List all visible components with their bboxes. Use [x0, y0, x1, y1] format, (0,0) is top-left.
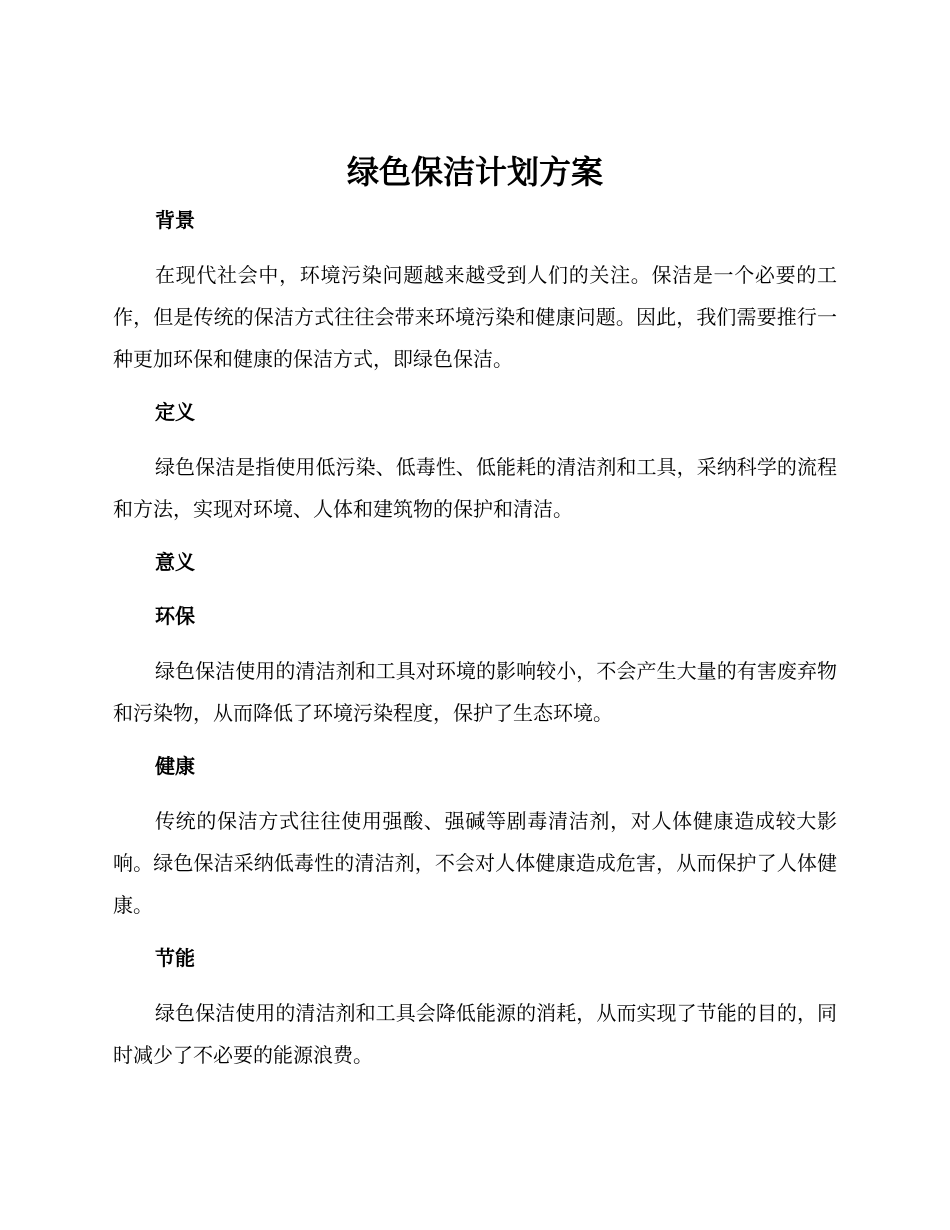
section-significance: [113, 542, 837, 582]
section-paragraph-health: 传统的保洁方式往往使用强酸、强碱等剧毒清洁剂，对人体健康造成较大影响。绿色保洁采纳低毒性的清洁剂，不会对人体健康造成危害，从而保护了人体健康。: [113, 809, 837, 917]
section-paragraph-environmental: 绿色保洁使用的清洁剂和工具对环境的影响较小，不会产生大量的有害废弃物和污染物，从而降低了环境污染程度，保护了生态环境。: [113, 659, 837, 725]
section-paragraph-definition: 绿色保洁是指使用低污染、低毒性、低能耗的清洁剂和工具，采纳科学的流程和方法，实现对环境、人体和建筑物的保护和清洁。: [113, 455, 837, 521]
section-heading-health: 健康: [155, 754, 195, 778]
section-energy-saving: [113, 938, 837, 1076]
section-heading-definition: 定义: [155, 400, 195, 424]
section-heading-background: 背景: [155, 208, 195, 232]
section-heading-significance: 意义: [155, 550, 195, 574]
section-health: [113, 746, 837, 926]
document-body: [113, 200, 837, 1076]
section-environmental: [113, 596, 837, 734]
section-heading-environmental: 环保: [155, 604, 195, 628]
page-title: 绿色保洁计划方案: [346, 153, 603, 191]
section-paragraph-background: 在现代社会中，环境污染问题越来越受到人们的关注。保洁是一个必要的工作，但是传统的保洁方式往往会带来环境污染和健康问题。因此，我们需要推行一种更加环保和健康的保洁方式，即绿色保洁。: [113, 263, 837, 371]
section-heading-energy-saving: 节能: [155, 946, 195, 970]
section-definition: [113, 392, 837, 530]
section-paragraph-energy-saving: 绿色保洁使用的清洁剂和工具会降低能源的消耗，从而实现了节能的目的，同时减少了不必要的能源浪费。: [113, 1001, 837, 1067]
section-background: [113, 200, 837, 380]
